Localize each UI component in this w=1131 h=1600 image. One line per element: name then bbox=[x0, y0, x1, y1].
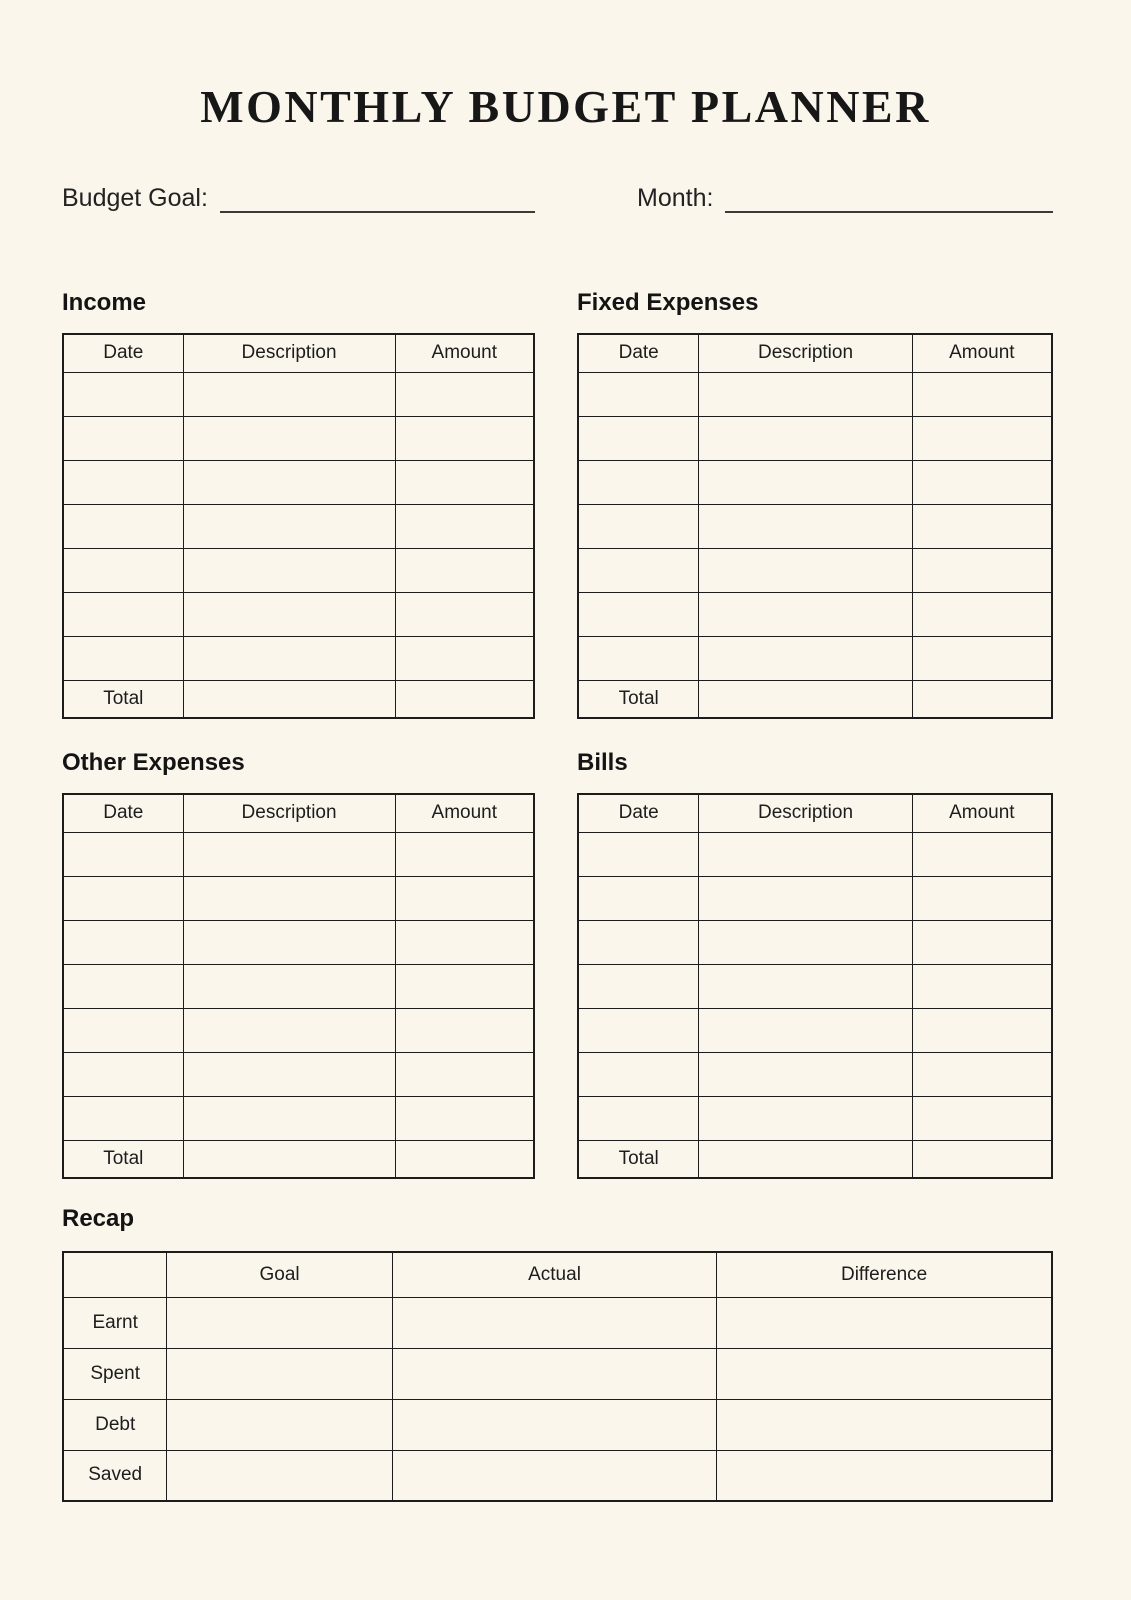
table-cell bbox=[717, 1450, 1052, 1501]
table-row bbox=[63, 832, 534, 876]
table-header-row bbox=[578, 334, 1052, 372]
table-cell bbox=[183, 504, 395, 548]
total-label: Total bbox=[63, 680, 183, 718]
table-cell bbox=[63, 416, 183, 460]
month-input-line bbox=[725, 183, 1053, 213]
table-row bbox=[578, 832, 1052, 876]
table-cell bbox=[167, 1297, 392, 1348]
recap-header-blank bbox=[63, 1252, 167, 1297]
table-cell bbox=[183, 964, 395, 1008]
table-cell bbox=[183, 416, 395, 460]
table-row bbox=[63, 636, 534, 680]
table-cell bbox=[699, 680, 912, 718]
table-cell bbox=[63, 636, 183, 680]
table-cell bbox=[912, 504, 1052, 548]
table-cell bbox=[912, 876, 1052, 920]
section-title-other-expenses: Other Expenses bbox=[62, 749, 245, 776]
table-row bbox=[63, 964, 534, 1008]
table-cell bbox=[912, 636, 1052, 680]
table-row bbox=[578, 504, 1052, 548]
column-header-date: Date bbox=[578, 794, 699, 832]
section-other-expenses bbox=[62, 749, 535, 1179]
table-cell bbox=[578, 504, 699, 548]
table-row bbox=[578, 548, 1052, 592]
table-total-row bbox=[578, 1140, 1052, 1178]
table-cell bbox=[63, 964, 183, 1008]
table-cell bbox=[578, 416, 699, 460]
column-header-amount: Amount bbox=[395, 334, 534, 372]
table-row bbox=[63, 592, 534, 636]
recap-header-goal: Goal bbox=[167, 1252, 392, 1297]
table-cell bbox=[912, 1008, 1052, 1052]
table-row bbox=[578, 876, 1052, 920]
column-header-amount: Amount bbox=[395, 794, 534, 832]
month-label: Month: bbox=[637, 184, 714, 212]
table-row bbox=[578, 1008, 1052, 1052]
table-cell bbox=[395, 1008, 534, 1052]
table-row bbox=[63, 1096, 534, 1140]
table-cell bbox=[183, 876, 395, 920]
table-cell bbox=[183, 1140, 395, 1178]
table-row bbox=[578, 372, 1052, 416]
section-bills bbox=[577, 749, 1053, 1179]
table-cell bbox=[63, 1008, 183, 1052]
table-cell bbox=[395, 876, 534, 920]
table-cell bbox=[183, 1008, 395, 1052]
column-header-date: Date bbox=[63, 334, 183, 372]
table-cell bbox=[63, 548, 183, 592]
table-cell bbox=[912, 964, 1052, 1008]
table-cell bbox=[395, 372, 534, 416]
table-row bbox=[578, 592, 1052, 636]
table-row bbox=[578, 920, 1052, 964]
table-cell bbox=[167, 1450, 392, 1501]
table-row bbox=[63, 460, 534, 504]
table-cell bbox=[912, 416, 1052, 460]
table-row bbox=[63, 1052, 534, 1096]
income-table bbox=[62, 333, 535, 719]
table-cell bbox=[578, 636, 699, 680]
table-cell bbox=[699, 460, 912, 504]
table-cell bbox=[63, 504, 183, 548]
table-row bbox=[63, 372, 534, 416]
section-title-recap: Recap bbox=[62, 1205, 135, 1232]
table-cell bbox=[395, 832, 534, 876]
table-cell bbox=[183, 1052, 395, 1096]
section-title-fixed-expenses: Fixed Expenses bbox=[577, 289, 759, 316]
total-label: Total bbox=[578, 1140, 699, 1178]
total-label: Total bbox=[63, 1140, 183, 1178]
table-cell bbox=[699, 1096, 912, 1140]
table-cell bbox=[167, 1348, 392, 1399]
table-row bbox=[578, 636, 1052, 680]
table-row bbox=[63, 504, 534, 548]
table-cell bbox=[63, 876, 183, 920]
table-cell bbox=[395, 460, 534, 504]
bills-table bbox=[577, 793, 1053, 1179]
table-cell bbox=[912, 372, 1052, 416]
table-cell bbox=[912, 1052, 1052, 1096]
table-cell bbox=[63, 1096, 183, 1140]
table-cell bbox=[395, 636, 534, 680]
recap-table bbox=[62, 1251, 1053, 1502]
table-cell bbox=[578, 372, 699, 416]
table-cell bbox=[578, 876, 699, 920]
tables-grid bbox=[0, 289, 1131, 1179]
column-header-description: Description bbox=[699, 794, 912, 832]
header-fields bbox=[0, 183, 1131, 213]
table-cell bbox=[912, 460, 1052, 504]
table-cell bbox=[395, 1052, 534, 1096]
recap-row-spent bbox=[63, 1348, 1052, 1399]
recap-row-saved bbox=[63, 1450, 1052, 1501]
table-cell bbox=[395, 1096, 534, 1140]
table-row bbox=[63, 920, 534, 964]
budget-goal-field bbox=[62, 183, 535, 213]
column-header-amount: Amount bbox=[912, 794, 1052, 832]
other-expenses-table bbox=[62, 793, 535, 1179]
recap-row-label: Saved bbox=[63, 1450, 167, 1501]
recap-row-debt bbox=[63, 1399, 1052, 1450]
table-cell bbox=[912, 592, 1052, 636]
table-cell bbox=[578, 1008, 699, 1052]
table-cell bbox=[63, 920, 183, 964]
table-cell bbox=[63, 832, 183, 876]
recap-row-label: Spent bbox=[63, 1348, 167, 1399]
table-cell bbox=[699, 416, 912, 460]
recap-header-actual: Actual bbox=[392, 1252, 716, 1297]
table-total-row bbox=[578, 680, 1052, 718]
recap-header-row bbox=[63, 1252, 1052, 1297]
table-cell bbox=[392, 1399, 716, 1450]
table-cell bbox=[717, 1297, 1052, 1348]
table-header-row bbox=[63, 334, 534, 372]
column-header-date: Date bbox=[578, 334, 699, 372]
table-row bbox=[578, 1052, 1052, 1096]
table-row bbox=[63, 416, 534, 460]
section-fixed-expenses bbox=[577, 289, 1053, 719]
table-header-row bbox=[63, 794, 534, 832]
table-cell bbox=[183, 548, 395, 592]
table-cell bbox=[183, 592, 395, 636]
table-cell bbox=[699, 592, 912, 636]
table-cell bbox=[578, 1096, 699, 1140]
table-cell bbox=[717, 1348, 1052, 1399]
table-cell bbox=[699, 876, 912, 920]
table-cell bbox=[183, 372, 395, 416]
table-cell bbox=[395, 1140, 534, 1178]
recap-header-difference: Difference bbox=[717, 1252, 1052, 1297]
table-cell bbox=[699, 1140, 912, 1178]
recap-row-label: Earnt bbox=[63, 1297, 167, 1348]
budget-goal-input-line bbox=[220, 183, 535, 213]
table-cell bbox=[912, 1140, 1052, 1178]
table-total-row bbox=[63, 1140, 534, 1178]
table-cell bbox=[183, 920, 395, 964]
table-cell bbox=[578, 548, 699, 592]
table-cell bbox=[395, 416, 534, 460]
table-cell bbox=[395, 548, 534, 592]
table-cell bbox=[699, 920, 912, 964]
table-cell bbox=[699, 832, 912, 876]
table-cell bbox=[699, 964, 912, 1008]
table-cell bbox=[578, 460, 699, 504]
fixed-expenses-table bbox=[577, 333, 1053, 719]
section-title-income: Income bbox=[62, 289, 147, 316]
table-cell bbox=[183, 636, 395, 680]
table-row bbox=[578, 460, 1052, 504]
table-cell bbox=[912, 680, 1052, 718]
table-cell bbox=[912, 832, 1052, 876]
table-cell bbox=[395, 920, 534, 964]
table-row bbox=[63, 1008, 534, 1052]
column-header-description: Description bbox=[699, 334, 912, 372]
table-cell bbox=[167, 1399, 392, 1450]
table-cell bbox=[578, 592, 699, 636]
table-cell bbox=[699, 636, 912, 680]
table-row bbox=[578, 1096, 1052, 1140]
table-cell bbox=[699, 548, 912, 592]
table-cell bbox=[63, 1052, 183, 1096]
table-cell bbox=[183, 832, 395, 876]
table-cell bbox=[395, 592, 534, 636]
table-cell bbox=[912, 920, 1052, 964]
table-row bbox=[63, 548, 534, 592]
table-cell bbox=[183, 1096, 395, 1140]
column-header-amount: Amount bbox=[912, 334, 1052, 372]
table-cell bbox=[183, 460, 395, 504]
table-cell bbox=[392, 1297, 716, 1348]
table-cell bbox=[699, 504, 912, 548]
section-recap bbox=[0, 1205, 1131, 1502]
table-row bbox=[578, 964, 1052, 1008]
page-title: MONTHLY BUDGET PLANNER bbox=[200, 81, 931, 132]
month-field bbox=[637, 183, 1053, 213]
recap-row-earnt bbox=[63, 1297, 1052, 1348]
table-cell bbox=[395, 680, 534, 718]
table-cell bbox=[392, 1348, 716, 1399]
table-cell bbox=[183, 680, 395, 718]
table-total-row bbox=[63, 680, 534, 718]
table-cell bbox=[63, 372, 183, 416]
table-cell bbox=[699, 372, 912, 416]
recap-row-label: Debt bbox=[63, 1399, 167, 1450]
table-cell bbox=[395, 504, 534, 548]
table-cell bbox=[63, 460, 183, 504]
column-header-description: Description bbox=[183, 794, 395, 832]
table-cell bbox=[912, 1096, 1052, 1140]
table-cell bbox=[912, 548, 1052, 592]
table-cell bbox=[578, 832, 699, 876]
table-cell bbox=[717, 1399, 1052, 1450]
total-label: Total bbox=[578, 680, 699, 718]
table-cell bbox=[392, 1450, 716, 1501]
section-income bbox=[62, 289, 535, 719]
column-header-description: Description bbox=[183, 334, 395, 372]
table-cell bbox=[578, 920, 699, 964]
table-row bbox=[63, 876, 534, 920]
table-cell bbox=[63, 592, 183, 636]
table-cell bbox=[699, 1052, 912, 1096]
column-header-date: Date bbox=[63, 794, 183, 832]
table-cell bbox=[578, 1052, 699, 1096]
table-row bbox=[578, 416, 1052, 460]
section-title-bills: Bills bbox=[577, 749, 628, 776]
budget-goal-label: Budget Goal: bbox=[62, 184, 208, 212]
table-cell bbox=[395, 964, 534, 1008]
table-header-row bbox=[578, 794, 1052, 832]
table-cell bbox=[578, 964, 699, 1008]
table-cell bbox=[699, 1008, 912, 1052]
